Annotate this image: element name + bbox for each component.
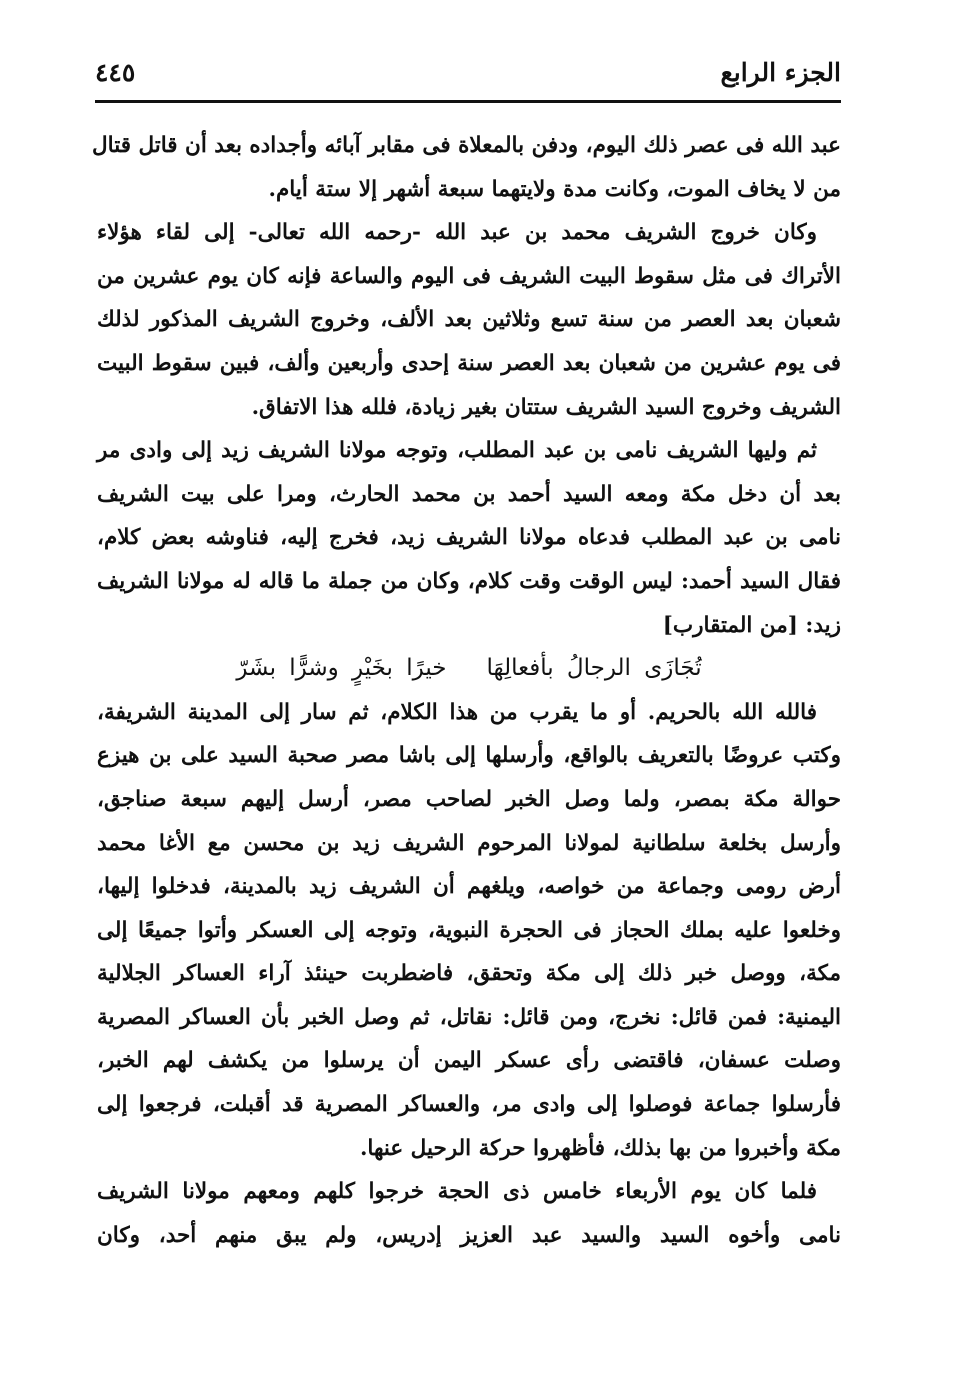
running-title: الجزء الرابع [720, 58, 841, 87]
page-number: ٤٤٥ [95, 58, 136, 87]
text-line: زيد: [من المتقارب] [662, 612, 841, 638]
text-line: من لا يخاف الموت، وكانت مدة ولايتهما سبعة أشهر إلا ستة أيام. [268, 176, 841, 202]
text-line: وأرسل بخلعة سلطانية لمولانا المرحوم الشريف زيد بن محسن مع الأغا محمد [97, 830, 841, 856]
text-line: بعد أن دخل مكة ومعه السيد أحمد بن محمد الحارث، ومرا على بيت الشريف [97, 481, 841, 507]
verse-hemistich-2: خيرًا بخَيْرٍ وشرًّا بشَرّ [236, 655, 447, 682]
text-line: ثم وليها الشريف نامى بن عبد المطلب، وتوجه مولانا الشريف زيد إلى وادى مر [97, 438, 817, 464]
text-line: الشريف وخروج السيد الشريف ستتان بغير زيادة، فلله هذا الاتفاق. [251, 394, 841, 420]
text-line: الأتراك فى مثل سقوط البيت الشريف فى اليوم والساعة فإنه كان يوم عشرين من [97, 263, 841, 289]
text-line: مكة، ووصل خبر ذلك إلى مكة وتحقق، فاضطربت حينئذ آراء العساكر الجلالية [97, 961, 841, 987]
text-line: عبد الله فى عصر ذلك اليوم، ودفن بالمعلاة فى مقابر آبائه وأجداده بعد أن قاتل قتال [92, 133, 841, 158]
text-line: فى يوم عشرين من شعبان بعد العصر سنة إحدى وأربعين وألف، فبين سقوط البيت [97, 350, 841, 376]
text-line: وكتب عروضًا بالتعريف بالواقع، وأرسلها إلى باشا مصر صحبة السيد على بن هيزع [97, 743, 841, 769]
text-line: شعبان بعد العصر من سنة تسع وثلاثين بعد الألف، وخروج الشريف المذكور لذلك [97, 307, 841, 333]
text-line: أرض رومى وجماعة من خواصه، ويلغهم أن الشريف زيد بالمدينة، فدخلوا إليها، [97, 874, 841, 900]
text-line: نامى وأخوه السيد والسيد عبد العزيز إدريس، ولم يبق منهم أحد، وكان [97, 1222, 841, 1248]
text-line: فأرسلوا جماعة فوصلوا إلى وادى مر، والعساكر المصرية قد أقبلت، فرجعوا إلى [97, 1092, 841, 1118]
verse-hemistich-1: تُجَازَى الرجالُ بأفعالِهَا [486, 655, 702, 682]
page-body [92, 124, 841, 1257]
text-line: نامى بن عبد المطلب فدعاه مولانا الشريف زيد، فخرج إليه، فناوشه بعض كلام، [97, 525, 841, 551]
poem-verse [97, 647, 841, 691]
text-line: وكان خروج الشريف محمد بن عبد الله -رحمه الله تعالى- إلى لقاء هؤلاء [97, 220, 817, 246]
text-line: حوالة مكة بمصر، ولما وصل الخبر لصاحب مصر، أرسل إليهم سبعة صناجق، [97, 786, 841, 812]
page-header [95, 52, 841, 98]
text-line: فالله الله بالحريم. أو ما يقرب من هذا الكلام، ثم سار إلى المدينة الشريفة، [97, 699, 817, 725]
text-line: فقال السيد أحمد: ليس الوقت وقت كلام، وكان من جملة ما قاله له مولانا الشريف [97, 568, 841, 594]
text-line: مكة وأخبروا من بها بذلك، فأظهروا حركة الرحيل عنها. [359, 1135, 841, 1161]
text-line: اليمنية: فمن قائل: نخرج، ومن قائل: نقاتل، ثم وصل الخبر بأن العساكر المصرية [97, 1004, 841, 1030]
text-line: وخلعوا عليه بملك الحجاز فى الحجرة النبوية، وتوجه إلى العسكر وأتوا جميعًا إلى [97, 917, 841, 943]
header-rule [95, 100, 841, 103]
text-line: وصلت عسفان، فاقتضى رأى عسكر اليمن أن يرسلوا من يكشف لهم الخبر، [97, 1048, 841, 1074]
text-line: فلما كان يوم الأربعاء خامس ذى الحجة خرجوا كلهم ومعهم مولانا الشريف [97, 1179, 817, 1205]
